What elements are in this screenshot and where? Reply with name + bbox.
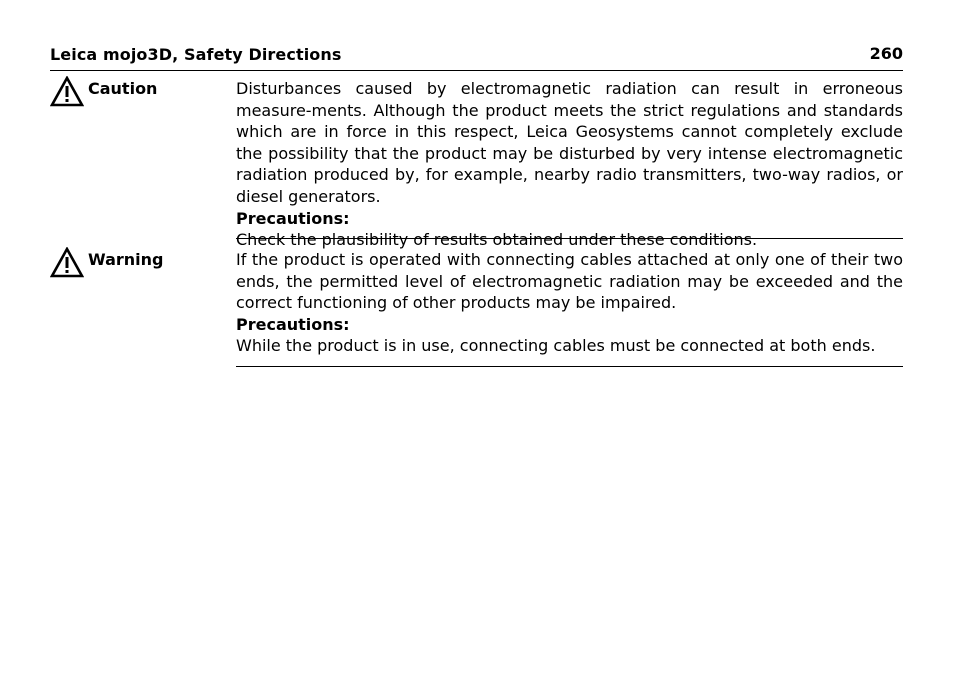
warning-label-text: Warning xyxy=(88,250,164,269)
caution-label xyxy=(50,78,157,108)
caution-content xyxy=(236,78,903,251)
warning-label xyxy=(50,249,163,279)
caution-divider xyxy=(236,238,903,239)
warning-triangle-icon xyxy=(50,76,84,108)
caution-precautions-label: Precautions: xyxy=(236,208,350,228)
caution-label-text: Caution xyxy=(88,79,158,98)
warning-triangle-icon xyxy=(50,247,84,279)
warning-body: If the product is operated with connecting cables attached at only one of their two ends, the permitted level of electromagnetic radiation may be exceeded and the correct functioning of other products may be impaired. xyxy=(236,250,903,313)
page-number: 260 xyxy=(869,44,903,63)
caution-precautions-text: Check the plausibility of results obtained under these conditions. xyxy=(236,230,758,250)
page-header xyxy=(50,44,903,71)
warning-precautions-label: Precautions: xyxy=(236,314,350,334)
caution-body: Disturbances caused by electromagnetic radiation can result in erroneous measure-ments. Although the product meets the strict regulations and standards which are in force in this respect, Leica Geosystems cannot completely exclude the possibility that the product may be disturbed by very intense electromagnetic radiation produced by, for example, nearby radio transmitters, two-way radios, or diesel generators. xyxy=(236,79,903,206)
warning-content xyxy=(236,249,903,357)
header-title: Leica mojo3D, Safety Directions xyxy=(50,45,342,64)
warning-precautions-text: While the product is in use, connecting cables must be connected at both ends. xyxy=(236,336,876,356)
warning-divider xyxy=(236,366,903,367)
